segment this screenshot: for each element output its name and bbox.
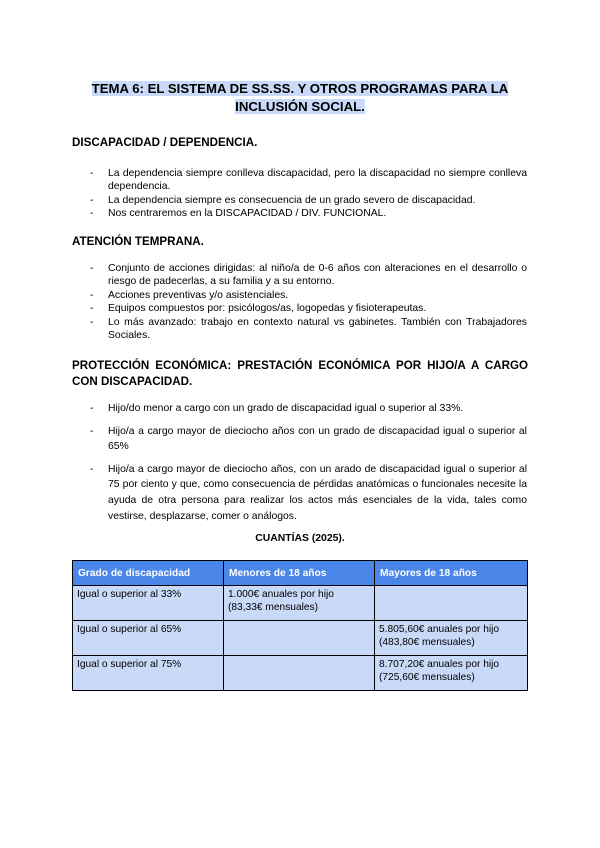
section-heading-discapacidad: DISCAPACIDAD / DEPENDENCIA. — [72, 136, 258, 149]
list-item: - Conjunto de acciones dirigidas: al niño/a de 0-6 años con alteraciones en el desarrollo o riesgo de padecerlas, a su familia y a su entorno. — [72, 262, 527, 289]
table-row — [73, 586, 528, 621]
cell-line: 8.707,20€ anuales por hijo — [379, 659, 500, 670]
list-item: - Hijo/a a cargo mayor de dieciocho años, con un arado de discapacidad igual o superior al 75 por ciento y que, como consecuencia de pérdidas anatómicas o funcionales necesite la ayuda de otra persona para realizar los actos más esenciales de la vida, tales como vestirse, desplazarse, comer o análogos. — [72, 462, 527, 524]
table-row — [73, 656, 528, 691]
list-item: - Lo más avanzado: trabajo en contexto natural vs gabinetes. También con Trabajadores Sociales. — [72, 316, 527, 343]
list-item: - Hijo/a a cargo mayor de dieciocho años con un grado de discapacidad igual o superior al 65% — [72, 424, 527, 455]
cuantias-table — [72, 560, 528, 691]
header-mayores: Mayores de 18 años — [375, 561, 528, 586]
list-proteccion-economica — [72, 401, 527, 531]
table-header-row — [73, 561, 528, 586]
cell-menores — [224, 656, 375, 691]
list-atencion-temprana — [72, 262, 527, 342]
list-item: - Acciones preventivas y/o asistenciales. — [72, 289, 527, 302]
cell-grado: Igual o superior al 65% — [73, 621, 224, 656]
cell-grado: Igual o superior al 75% — [73, 656, 224, 691]
document-title — [60, 80, 540, 116]
table-row — [73, 621, 528, 656]
title-line-2: INCLUSIÓN SOCIAL. — [235, 99, 365, 114]
table-caption: CUANTÍAS (2025). — [255, 533, 345, 544]
section-heading-atencion-temprana: ATENCIÓN TEMPRANA. — [72, 235, 204, 248]
section-heading-proteccion-economica: PROTECCIÓN ECONÓMICA: PRESTACIÓN ECONÓMICA POR HIJO/A A CARGO CON DISCAPACIDAD. — [72, 359, 528, 388]
cell-line: 1.000€ anuales por hijo — [228, 589, 334, 600]
cell-menores — [224, 586, 375, 621]
list-item: - La dependencia siempre conlleva discapacidad, pero la discapacidad no siempre conlleva dependencia. — [72, 167, 527, 194]
title-line-1: TEMA 6: EL SISTEMA DE SS.SS. Y OTROS PROGRAMAS PARA LA — [91, 81, 509, 96]
list-discapacidad — [72, 167, 527, 221]
cell-line: 5.805,60€ anuales por hijo — [379, 624, 500, 635]
cell-mayores — [375, 586, 528, 621]
cell-line: (83,33€ mensuales) — [228, 601, 319, 613]
cell-line: (483,80€ mensuales) — [379, 636, 475, 648]
list-item: - La dependencia siempre es consecuencia de un grado severo de discapacidad. — [72, 194, 527, 207]
header-grado: Grado de discapacidad — [73, 561, 224, 586]
list-item: - Nos centraremos en la DISCAPACIDAD / DIV. FUNCIONAL. — [72, 207, 527, 220]
list-item: - Hijo/do menor a cargo con un grado de discapacidad igual o superior al 33%. — [72, 401, 527, 417]
cell-line: (725,60€ mensuales) — [379, 671, 475, 683]
cell-mayores — [375, 656, 528, 691]
cell-mayores — [375, 621, 528, 656]
cell-grado: Igual o superior al 33% — [73, 586, 224, 621]
list-item: - Equipos compuestos por: psicólogos/as, logopedas y fisioterapeutas. — [72, 302, 527, 315]
header-menores: Menores de 18 años — [224, 561, 375, 586]
cell-menores — [224, 621, 375, 656]
